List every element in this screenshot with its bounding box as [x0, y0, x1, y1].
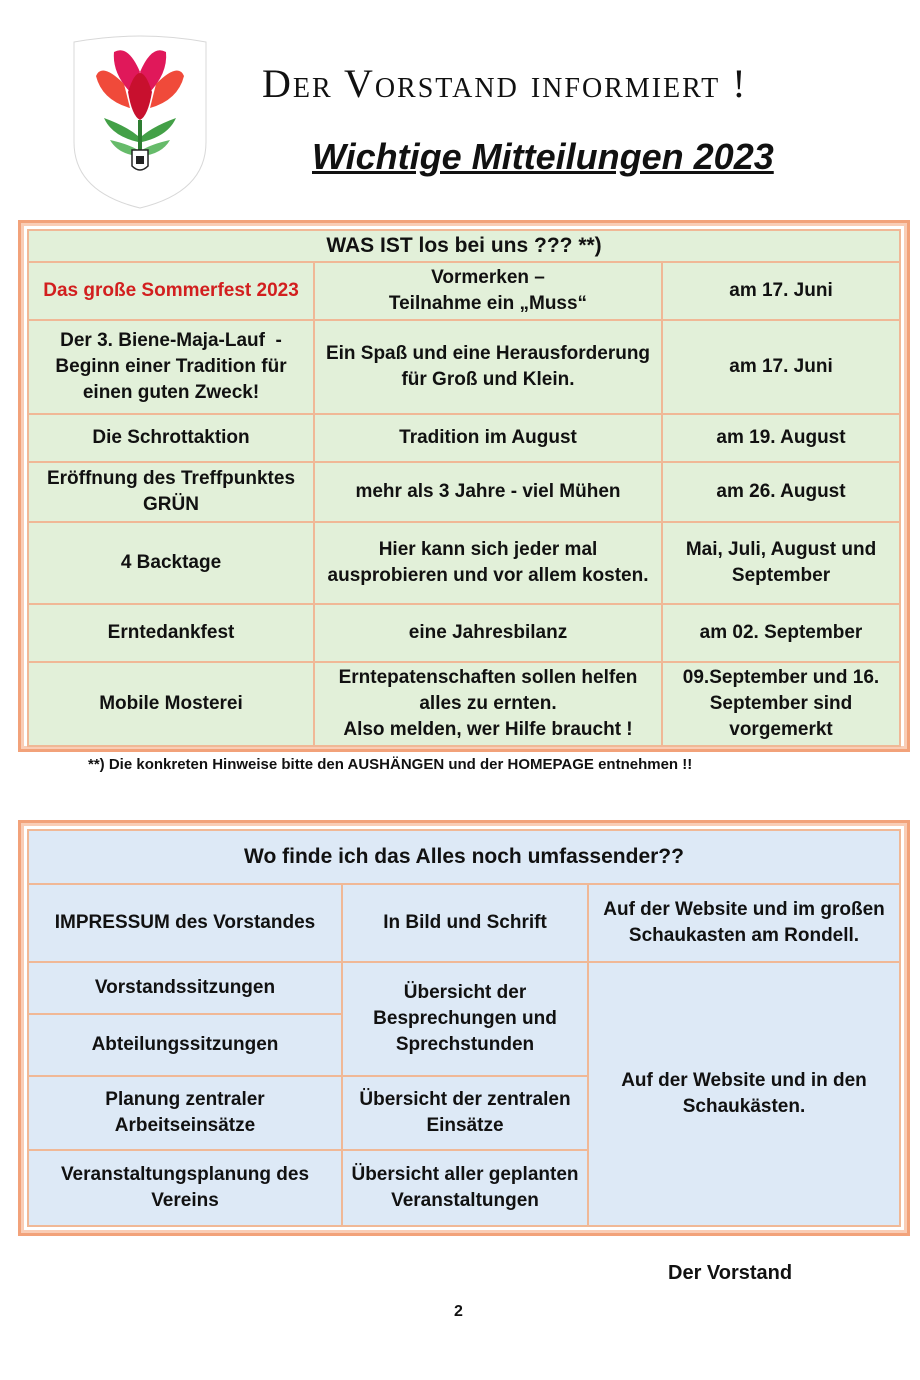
info-location: Auf der Website und im großen Schaukasten am Rondell.: [588, 884, 900, 962]
event-name: Das große Sommerfest 2023: [28, 262, 314, 320]
info-topic: Abteilungssitzungen: [28, 1014, 342, 1076]
info-table: [27, 829, 901, 1227]
event-name: Die Schrottaktion: [28, 414, 314, 462]
event-date: Mai, Juli, August und September: [662, 522, 900, 604]
info-location: Auf der Website und in den Schaukästen.: [588, 962, 900, 1226]
page-subtitle: Wichtige Mitteilungen 2023: [312, 136, 774, 177]
event-date: am 19. August: [662, 414, 900, 462]
info-format: Übersicht der zentralen Einsätze: [342, 1076, 588, 1150]
club-logo: [62, 32, 218, 210]
event-name: Mobile Mosterei: [28, 662, 314, 746]
info-table-heading: Wo finde ich das Alles noch umfassender??: [28, 830, 900, 884]
info-topic: Vorstandssitzungen: [28, 962, 342, 1014]
event-description: mehr als 3 Jahre - viel Mühen: [314, 462, 662, 522]
info-table-frame: [18, 820, 910, 1236]
event-name: Der 3. Biene-Maja-Lauf - Beginn einer Tradition für einen guten Zweck!: [28, 320, 314, 414]
info-topic: Planung zentraler Arbeitseinsätze: [28, 1076, 342, 1150]
events-table: [27, 229, 901, 747]
event-date: 09.September und 16. September sind vorgemerkt: [662, 662, 900, 746]
event-description: Vormerken – Teilnahme ein „Muss“: [314, 262, 662, 320]
event-name: Eröffnung des Treffpunktes GRÜN: [28, 462, 314, 522]
event-date: am 17. Juni: [662, 262, 900, 320]
event-date: am 02. September: [662, 604, 900, 662]
info-topic: IMPRESSUM des Vorstandes: [28, 884, 342, 962]
events-table-frame: [18, 220, 910, 752]
info-format: In Bild und Schrift: [342, 884, 588, 962]
event-description: eine Jahresbilanz: [314, 604, 662, 662]
event-description: Erntepatenschaften sollen helfen alles zu ernten. Also melden, wer Hilfe braucht !: [314, 662, 662, 746]
info-format: Übersicht der Besprechungen und Sprechstunden: [342, 962, 588, 1076]
event-date: am 26. August: [662, 462, 900, 522]
info-format: Übersicht aller geplanten Veranstaltungen: [342, 1150, 588, 1226]
page-title: Der Vorstand informiert !: [262, 61, 748, 106]
info-topic: Veranstaltungsplanung des Vereins: [28, 1150, 342, 1226]
event-description: Hier kann sich jeder mal ausprobieren und vor allem kosten.: [314, 522, 662, 604]
signature: Der Vorstand: [668, 1262, 793, 1284]
event-name: Erntedankfest: [28, 604, 314, 662]
footnote: **) Die konkreten Hinweise bitte den AUSHÄNGEN und der HOMEPAGE entnehmen !!: [88, 756, 693, 773]
event-description: Tradition im August: [314, 414, 662, 462]
event-name: 4 Backtage: [28, 522, 314, 604]
event-date: am 17. Juni: [662, 320, 900, 414]
events-table-heading: WAS IST los bei uns ??? **): [28, 230, 900, 262]
page-number: 2: [454, 1303, 463, 1320]
event-description: Ein Spaß und eine Herausforderung für Groß und Klein.: [314, 320, 662, 414]
